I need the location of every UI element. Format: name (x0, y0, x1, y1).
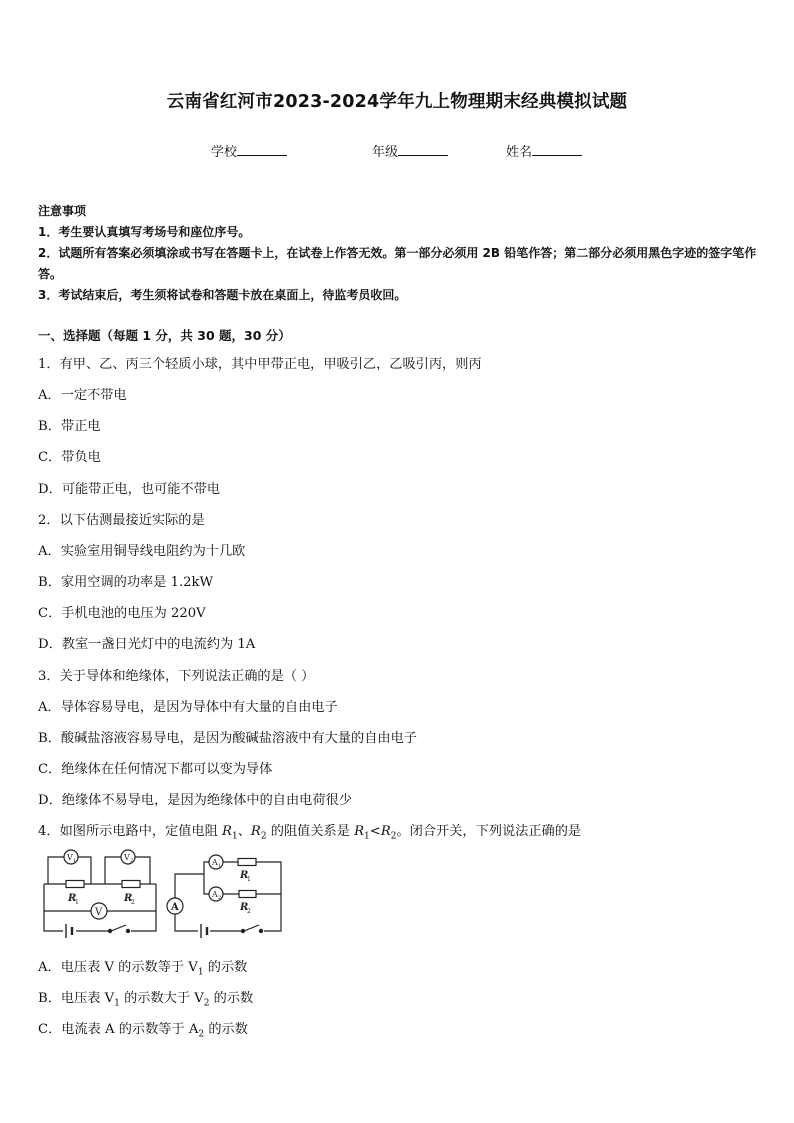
option: D．绝缘体不易导电，是因为绝缘体中的自由电荷很少 (38, 793, 352, 808)
parallel-circuit (167, 855, 281, 938)
meter-sub: 2 (130, 858, 134, 864)
question-stem (38, 820, 581, 842)
stem-symbol: R (222, 824, 232, 839)
option: D．教室一盏日光灯中的电流约为 1A (38, 637, 256, 652)
option: A．导体容易导电，是因为导体中有大量的自由电子 (38, 700, 338, 715)
meter-label: V (95, 907, 103, 918)
option: C．带负电 (38, 450, 101, 465)
school-blank[interactable] (237, 143, 287, 156)
resistor-r2 (239, 891, 256, 898)
notice-block (38, 201, 760, 306)
notice-heading: 注意事项 (38, 204, 87, 218)
option-subscript: 2 (198, 1029, 205, 1040)
question-stem: 2．以下估测最接近实际的是 (38, 513, 205, 528)
option: A．实验室用铜导线电阻约为十几欧 (38, 544, 246, 559)
stem-text: 4．如图所示电路中，定值电阻 (38, 824, 223, 839)
option-text: 的示数 (204, 1022, 248, 1037)
grade-blank[interactable] (398, 143, 448, 156)
notice-item: 2．试题所有答案必须填涂或书写在答题卡上，在试卷上作答无效。第一部分必须用 2B 铅笔作答；第二部分必须用黑色字迹的签字笔作答。 (38, 246, 757, 281)
name-blank[interactable] (532, 143, 582, 156)
option-text: 的示数大于 V (119, 991, 204, 1006)
meter-sub: 1 (73, 858, 77, 864)
grade-field (372, 141, 448, 160)
resistor-label: R (240, 870, 249, 881)
option-subscript: 2 (203, 998, 210, 1009)
school-field (211, 141, 287, 160)
option: B．酸碱盐溶液容易导电，是因为酸碱盐溶液中有大量的自由电子 (38, 731, 417, 746)
resistor-label: R (240, 902, 249, 913)
meter-label: A (212, 890, 218, 899)
notice-item: 3．考试结束后，考生须将试卷和答题卡放在桌面上，待监考员收回。 (38, 288, 407, 302)
stem-subscript: 2 (390, 831, 397, 842)
option-subscript: 1 (197, 967, 204, 978)
stem-text: 的阻值关系是 (266, 824, 355, 839)
option-text: B．电压表 V (38, 991, 115, 1006)
meter-label: A (212, 858, 218, 867)
stem-symbol: R (354, 824, 365, 839)
grade-label: 年级 (372, 145, 399, 160)
meter-sub: 1 (218, 863, 222, 869)
option-text: 的示数 (203, 960, 248, 975)
question-stem: 1．有甲、乙、丙三个轻质小球，其中甲带正电，甲吸引乙，乙吸引丙，则丙 (38, 357, 482, 372)
option-text: C．电流表 A 的示数等于 A (38, 1022, 199, 1037)
option: C．手机电池的电压为 220V (38, 606, 206, 621)
stem-text: 、 (237, 824, 251, 839)
section-heading: 一、选择题（每题 1 分，共 30 题，30 分） (38, 328, 291, 343)
page-title: 云南省红河市2023-2024学年九上物理期末经典模拟试题 (166, 92, 628, 112)
series-circuit (44, 850, 156, 938)
stem-symbol: R (380, 824, 391, 839)
resistor-r2 (122, 881, 140, 888)
option (38, 956, 247, 978)
notice-item: 1．考生要认真填写考场号和座位序号。 (38, 225, 251, 239)
option: A．一定不带电 (38, 388, 127, 403)
name-label: 姓名 (506, 145, 533, 160)
stem-text: 。闭合开关，下列说法正确的是 (396, 824, 582, 839)
option: C．绝缘体在任何情况下都可以变为导体 (38, 762, 273, 777)
name-field (506, 141, 582, 160)
resistor-sub: 1 (75, 899, 79, 906)
option: D．可能带正电，也可能不带电 (38, 482, 221, 497)
resistor-r1 (66, 881, 84, 888)
option (38, 1018, 248, 1040)
resistor-sub: 1 (247, 876, 251, 883)
stem-text: < (369, 824, 381, 839)
option: B．带正电 (38, 419, 101, 434)
resistor-r1 (238, 859, 256, 866)
option: B．家用空调的功率是 1.2kW (38, 575, 214, 590)
meter-label: V (124, 853, 130, 862)
circuit-diagrams (38, 846, 288, 942)
option-text: 的示数 (209, 991, 254, 1006)
stem-subscript: 2 (260, 831, 267, 842)
stem-symbol: R (250, 824, 261, 839)
stem-subscript: 1 (364, 831, 370, 842)
meter-label: V (67, 853, 73, 862)
stem-subscript: 1 (231, 831, 238, 842)
resistor-label: R (124, 893, 133, 904)
meter-sub: 2 (218, 895, 222, 901)
resistor-label: R (68, 893, 77, 904)
resistor-sub: 2 (247, 908, 251, 915)
option-subscript: 1 (114, 998, 120, 1009)
meter-label: A (171, 902, 179, 913)
question-stem: 3．关于导体和绝缘体，下列说法正确的是（ ） (38, 669, 315, 684)
option-text: A．电压表 V 的示数等于 V (38, 960, 198, 975)
school-label: 学校 (211, 145, 238, 160)
option (38, 987, 253, 1009)
resistor-sub: 2 (131, 899, 135, 906)
